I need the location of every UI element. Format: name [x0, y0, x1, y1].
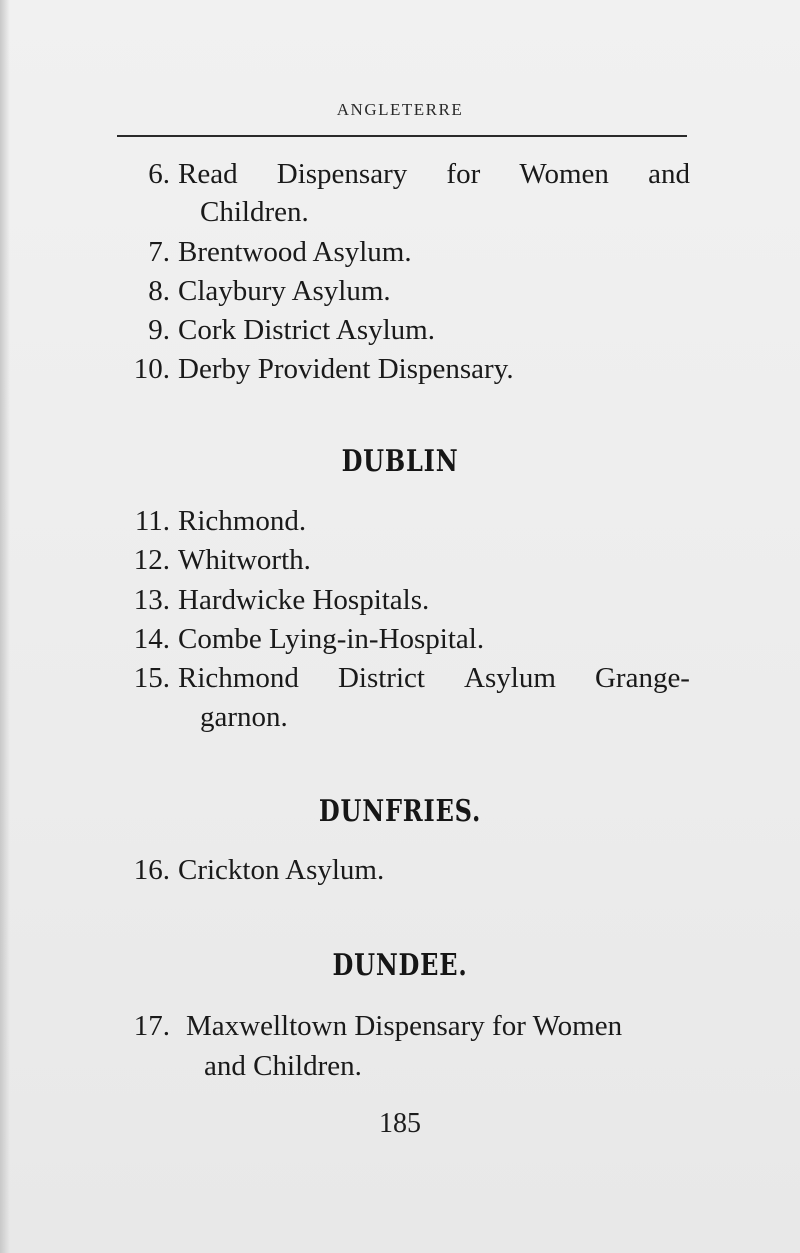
- item-text: Derby Provident Dispensary.: [178, 353, 514, 385]
- item-word: District: [337, 662, 425, 694]
- item-word: Women: [519, 158, 609, 190]
- item-text-continued: Children.: [200, 196, 309, 228]
- item-number: 8.: [148, 275, 170, 307]
- item-word: Grange-: [594, 662, 690, 694]
- item-word: for: [446, 158, 481, 190]
- item-text: Combe Lying-in-Hospital.: [178, 623, 485, 655]
- item-text: Brentwood Asylum.: [178, 236, 412, 268]
- section-heading-dublin: DUBLIN: [341, 444, 459, 479]
- item-word: and: [648, 158, 690, 190]
- item-number: 6.: [148, 158, 170, 190]
- item-text-continued: garnon.: [200, 701, 288, 733]
- item-text-continued: and Children.: [204, 1050, 362, 1082]
- item-text: Crickton Asylum.: [178, 854, 385, 886]
- item-number: 14.: [133, 623, 170, 655]
- item-number: 10.: [133, 353, 170, 385]
- item-number: 12.: [133, 544, 170, 576]
- item-word: Richmond: [178, 662, 299, 694]
- item-number: 13.: [133, 584, 170, 616]
- item-word: Dispensary: [276, 158, 408, 190]
- item-word: Asylum: [464, 662, 556, 694]
- item-number: 9.: [148, 314, 170, 346]
- item-text: Richmond.: [178, 505, 307, 537]
- page-number: 185: [379, 1108, 421, 1139]
- running-head: ANGLETERRE: [336, 100, 464, 119]
- section-heading-dundee: DUNDEE.: [332, 948, 468, 983]
- item-text: Cork District Asylum.: [178, 314, 435, 346]
- item-text: Hardwicke Hospitals.: [178, 584, 430, 616]
- item-number: 7.: [148, 236, 170, 268]
- item-number: 17.: [133, 1010, 170, 1042]
- item-number: 16.: [133, 854, 170, 886]
- item-number: 15.: [133, 662, 170, 694]
- item-text: Whitworth.: [178, 544, 311, 576]
- item-text: [178, 155, 690, 193]
- section-heading-dunfries: DUNFRIES.: [318, 794, 482, 829]
- page-edge-shadow: [0, 0, 10, 1253]
- item-text: [178, 659, 690, 697]
- item-text: Maxwelltown Dispensary for Women: [186, 1010, 623, 1042]
- item-number: 11.: [134, 505, 170, 537]
- item-word: Read: [178, 158, 238, 190]
- header-rule: [117, 135, 687, 137]
- item-text: Claybury Asylum.: [178, 275, 391, 307]
